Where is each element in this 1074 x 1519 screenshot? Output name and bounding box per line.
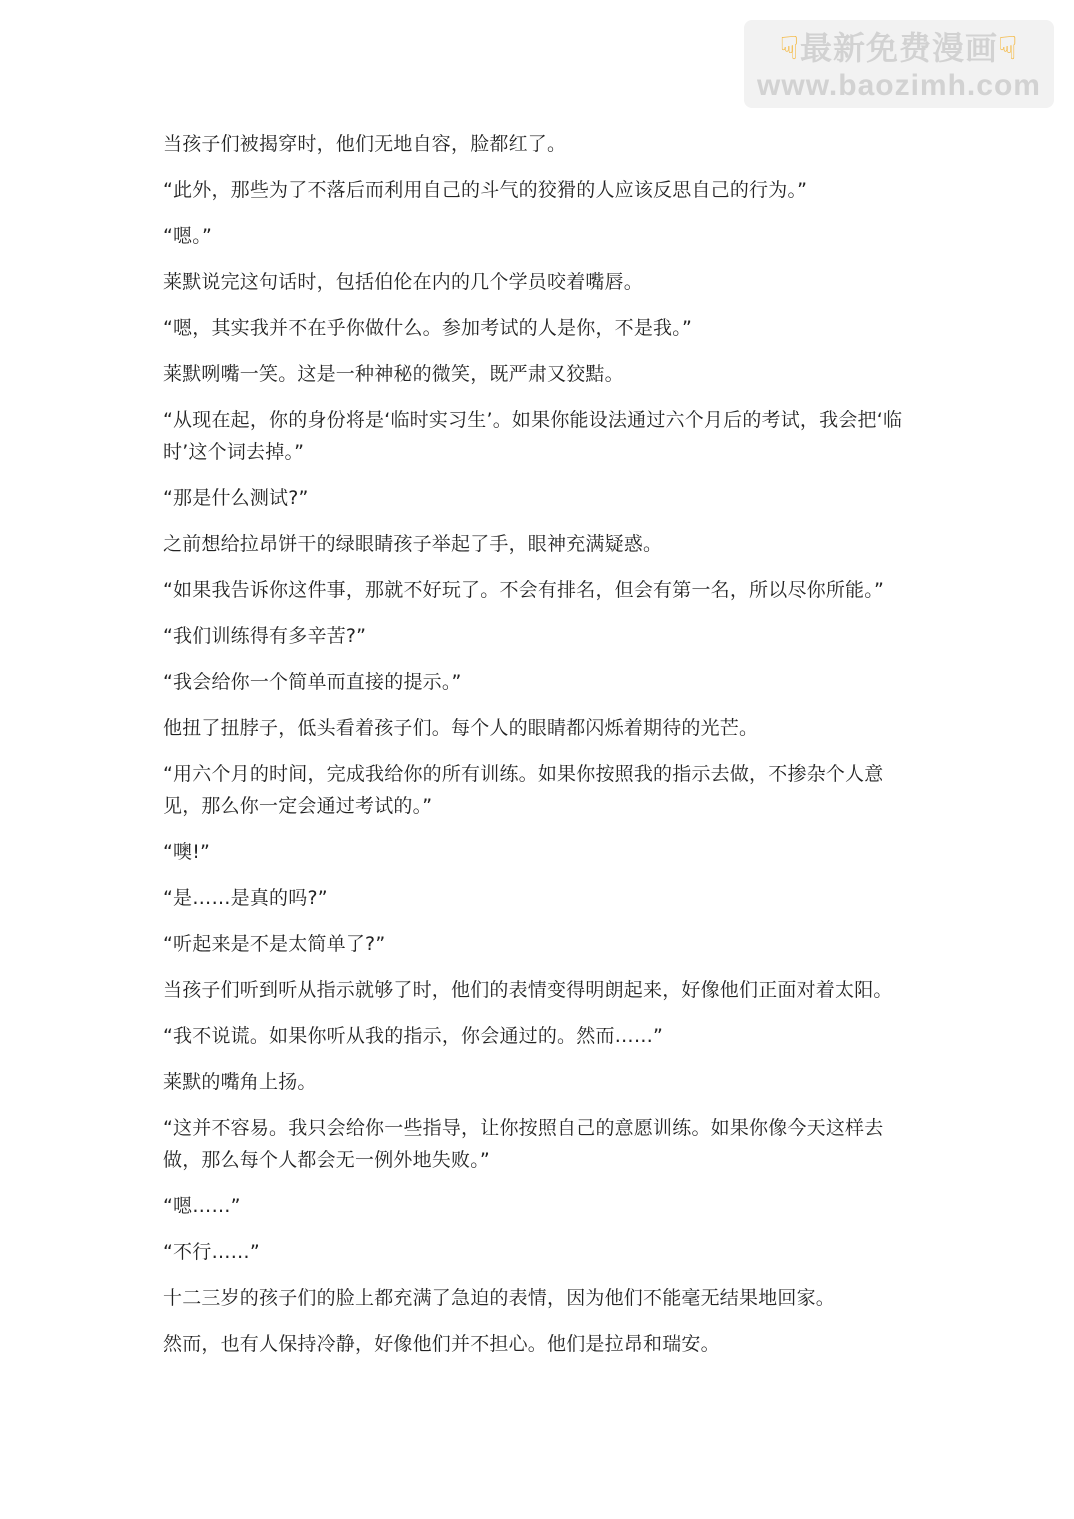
paragraph: “噢!” — [163, 841, 211, 863]
paragraph: “那是什么测试?” — [163, 487, 309, 509]
paragraph: “是……是真的吗?” — [163, 887, 328, 909]
paragraph: “我会给你一个简单而直接的提示。” — [163, 671, 462, 693]
paragraph: 十二三岁的孩子们的脸上都充满了急迫的表情，因为他们不能毫无结果地回家。 — [163, 1287, 836, 1309]
paragraph: 莱默说完这句话时，包括伯伦在内的几个学员咬着嘴唇。 — [163, 271, 644, 293]
story-text — [163, 128, 919, 1360]
paragraph: 然而，也有人保持冷静，好像他们并不担心。他们是拉昂和瑞安。 — [163, 1333, 720, 1355]
paragraph: 当孩子们听到听从指示就够了时，他们的表情变得明朗起来，好像他们正面对着太阳。 — [163, 979, 893, 1001]
watermark-title: 最新免费漫画 — [799, 29, 998, 67]
paragraph: 当孩子们被揭穿时，他们无地自容，脸都红了。 — [163, 133, 567, 155]
paragraph: “听起来是不是太简单了?” — [163, 933, 386, 955]
paragraph: 他扭了扭脖子，低头看着孩子们。每个人的眼睛都闪烁着期待的光芒。 — [163, 717, 759, 739]
paragraph: “嗯，其实我并不在乎你做什么。参加考试的人是你，不是我。” — [163, 317, 692, 339]
paragraph: 莱默的嘴角上扬。 — [163, 1071, 317, 1093]
paragraph: “我们训练得有多辛苦?” — [163, 625, 367, 647]
paragraph: “此外，那些为了不落后而利用自己的斗气的狡猾的人应该反思自己的行为。” — [163, 179, 808, 201]
pointing-down-hand-icon: ☟ — [998, 29, 1019, 67]
paragraph: “用六个月的时间，完成我给你的所有训练。如果你按照我的指示去做，不掺杂个人意见，那么你一定会通过考试的。” — [163, 763, 884, 817]
paragraph: “嗯。” — [163, 225, 212, 247]
watermark-url: www.baozimh.com — [757, 69, 1041, 102]
watermark-badge — [744, 20, 1054, 108]
paragraph: “如果我告诉你这件事，那就不好玩了。不会有排名，但会有第一名，所以尽你所能。” — [163, 579, 884, 601]
paragraph: “我不说谎。如果你听从我的指示，你会通过的。然而……” — [163, 1025, 664, 1047]
paragraph: 莱默咧嘴一笑。这是一种神秘的微笑，既严肃又狡黠。 — [163, 363, 624, 385]
pointing-down-hand-icon: ☟ — [779, 29, 800, 67]
paragraph: “从现在起，你的身份将是‘临时实习生’。如果你能设法通过六个月后的考试，我会把‘临时’这个词去掉。” — [163, 409, 903, 463]
paragraph: “嗯……” — [163, 1195, 241, 1217]
watermark-title-row — [744, 28, 1054, 68]
paragraph: “不行……” — [163, 1241, 260, 1263]
paragraph: “这并不容易。我只会给你一些指导，让你按照自己的意愿训练。如果你像今天这样去做，那么每个人都会无一例外地失败。” — [163, 1117, 884, 1171]
paragraph: 之前想给拉昂饼干的绿眼睛孩子举起了手，眼神充满疑惑。 — [163, 533, 663, 555]
